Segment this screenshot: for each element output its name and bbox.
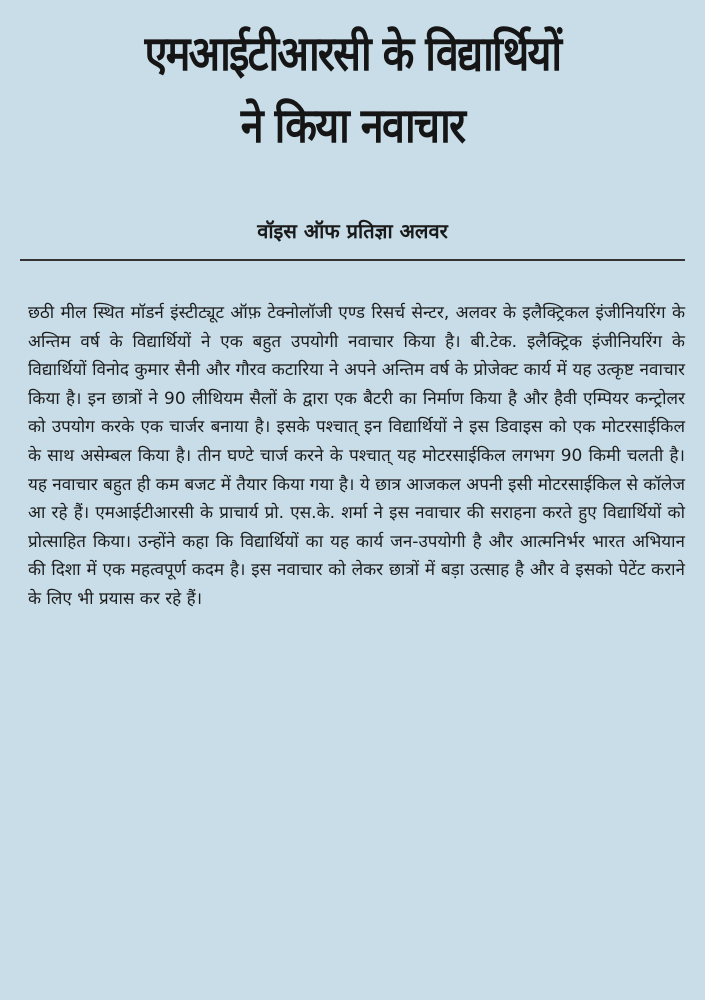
article-body: छठी मील स्थित मॉडर्न इंस्टीट्यूट ऑफ़ टेक्नोलॉजी एण्ड रिसर्च सेन्टर, अलवर के इलैक्ट्रिकल इंजीनियरिंग के अन्तिम वर्ष के विद्यार्थियों ने एक बहुत उपयोगी नवाचार किया है। बी.टेक. इलैक्ट्रिक इंजीनियरिंग के विद्यार्थियों विनोद कुमार सैनी और गौरव कटारिया ने अपने अन्तिम वर्ष के प्रोजेक्ट कार्य में यह उत्कृष्ट नवाचार किया है। इन छात्रों ने 90 लीथियम सैलों के द्वारा एक बैटरी का निर्माण किया है और हैवी एम्पियर कन्ट्रोलर को उपयोग करके एक चार्जर बनाया है। इसके पश्चात् इन विद्यार्थियों ने इस डिवाइस को एक मोटरसाईकिल के साथ असेम्बल किया है। तीन घण्टे चार्ज करने के पश्चात् यह मोटरसाईकिल लगभग 90 किमी चलती है। यह नवाचार बहुत ही कम बजट में तैयार किया गया है। ये छात्र आजकल अपनी इसी मोटरसाईकिल से कॉलेज आ रहे हैं। एमआईटीआरसी के प्राचार्य प्रो. एस.के. शर्मा ने इस नवाचार की सराहना करते हुए विद्यार्थियों को प्रोत्साहित किया। उन्होंने कहा कि विद्यार्थियों का यह कार्य जन-उपयोगी है और आत्मनिर्भर भारत अभियान की दिशा में एक महत्वपूर्ण कदम है। इस नवाचार को लेकर छात्रों में बड़ा उत्साह है और वे इसको पेटेंट कराने के लिए भी प्रयास कर रहे हैं। xyxy=(28,303,685,609)
divider-rule xyxy=(20,259,685,261)
headline-line-1: एमआईटीआरसी के विद्यार्थियों xyxy=(144,26,561,82)
headline-line-2: ने किया नवाचार xyxy=(240,98,465,154)
headline xyxy=(63,18,642,162)
byline: वॉइस ऑफ प्रतिज्ञा अलवर xyxy=(257,219,448,243)
